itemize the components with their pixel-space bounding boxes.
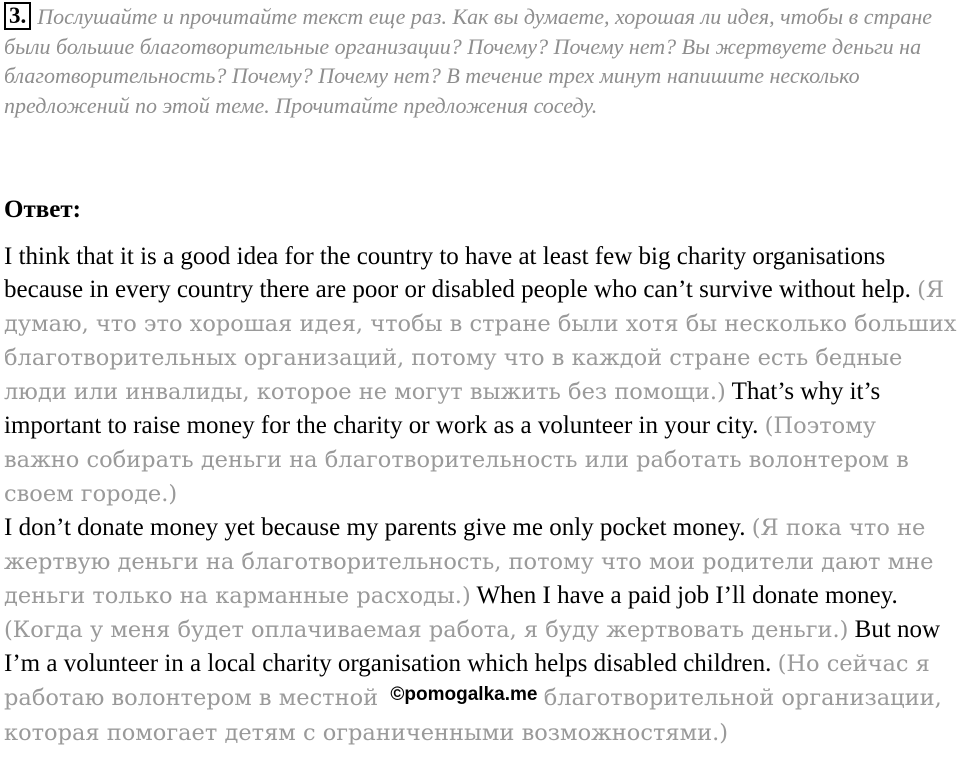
answer-sentence-en: But now I’m a volunteer in a local charity organisation which helps disabled children. xyxy=(4,616,941,677)
answer-translation-ru: (Я думаю, что это хорошая идея, чтобы в стране были хотя бы несколько больших благотворительных организаций, потому что в каждой стране есть бедные люди или инвалиды, которое не могут выжить без помощи.) xyxy=(4,277,957,405)
answer-paragraph-2 xyxy=(4,511,958,750)
site-watermark: ©pomogalka.me xyxy=(390,684,538,705)
answer-translation-ru: (Поэтому важно собирать деньги на благотворительность или работать волонтером в своем городе.) xyxy=(4,413,909,507)
answer-translation-ru: (Но сейчас я работаю волонтером в местной xyxy=(4,651,930,711)
answer-label: Ответ: xyxy=(4,196,81,223)
task-text: Послушайте и прочитайте текст еще раз. Как вы думаете, хорошая ли идея, чтобы в стране были большие благотворительные организации? Почему? Почему нет? Вы жертвуете деньги на благотворительность? Почему? Почему нет? В течение трех минут напишите несколько предложений по этой теме. Прочитайте предложения соседу. xyxy=(4,4,933,118)
answer-translation-ru: благотворительной организации, которая помогает детям с ограниченными возможностями.) xyxy=(4,685,942,746)
task-number-badge: 3. xyxy=(4,2,31,30)
answer-translation-ru: (Я пока что не жертвую деньги на благотворительность, потому что мои родители дают мне деньги только на карманные расходы.) xyxy=(4,515,934,609)
answer-sentence-en: When I have a paid job I’ll donate money. xyxy=(476,582,898,609)
answer-sentence-en: That’s why it’s important to raise money for the charity or work as a volunteer in your city. xyxy=(4,378,881,439)
answer-sentence-en: I don’t donate money yet because my parents give me only pocket money. xyxy=(4,514,746,541)
answer-paragraph-1 xyxy=(4,240,958,511)
answer-sentence-en: I think that it is a good idea for the country to have at least few big charity organisations because in every country there are poor or disabled people who can’t survive without help. xyxy=(4,243,911,303)
answer-translation-ru: (Когда у меня будет оплачиваемая работа, я буду жертвовать деньги.) xyxy=(4,617,849,643)
answer-body xyxy=(4,240,958,750)
task-prompt xyxy=(4,2,954,120)
